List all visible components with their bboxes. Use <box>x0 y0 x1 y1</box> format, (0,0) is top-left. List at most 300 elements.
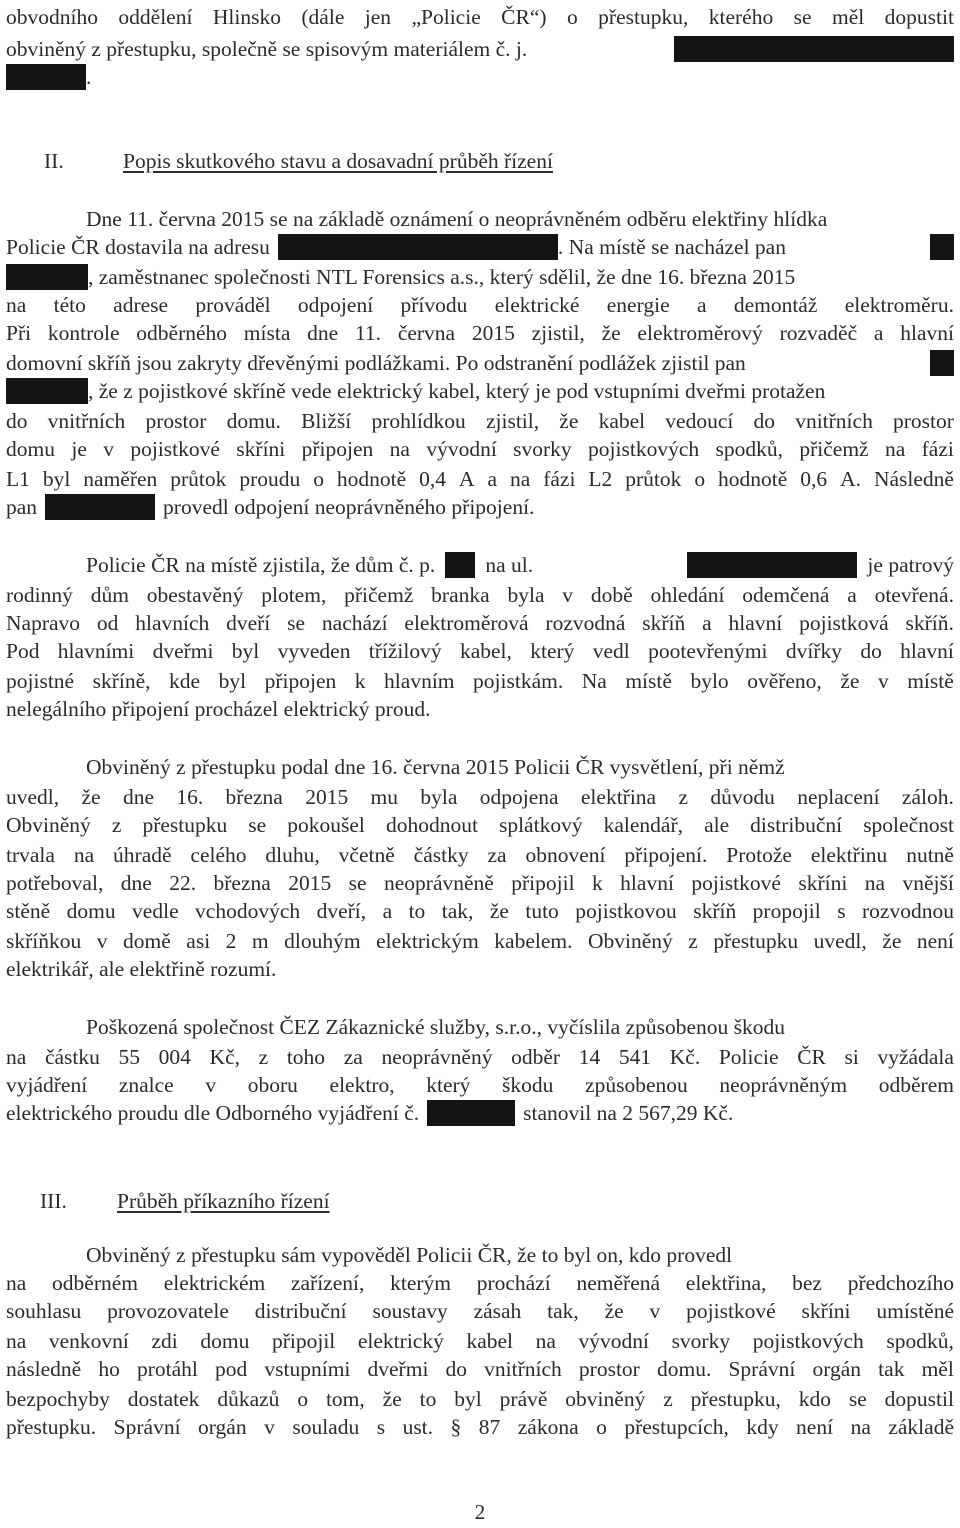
word: skříni <box>801 1299 851 1323</box>
word: měl <box>921 1357 954 1381</box>
word: plotem, <box>261 583 327 607</box>
word: provozovatele <box>107 1299 229 1323</box>
word: 22. <box>169 871 197 895</box>
word: není <box>916 929 954 953</box>
word: Následně <box>873 467 954 491</box>
word: že <box>81 785 101 809</box>
word: bez <box>792 1271 822 1295</box>
word: elektrický <box>357 1329 444 1353</box>
text-line <box>6 926 954 956</box>
word: spodků, <box>886 1329 954 1353</box>
redaction-block <box>45 494 155 520</box>
word: března <box>213 871 271 895</box>
word: připojení. <box>624 843 708 867</box>
word: distribuční <box>750 813 843 837</box>
word: neoprávněný <box>381 1045 493 1069</box>
word: pojistkové <box>686 1299 776 1323</box>
text-line <box>6 2 954 32</box>
word: 541 <box>618 1045 652 1069</box>
word: úhradě <box>113 843 172 867</box>
word: energie <box>606 293 670 317</box>
word: přestupku, <box>690 1387 781 1411</box>
word: na <box>884 437 906 461</box>
word: prováděl <box>195 293 271 317</box>
word: trvala <box>6 843 55 867</box>
word: dohodnout <box>385 813 478 837</box>
word: dveří <box>226 611 271 635</box>
word: době <box>590 583 633 607</box>
word: dlouhým <box>284 929 361 953</box>
word: prostor <box>893 409 954 433</box>
word: kdo <box>798 1387 831 1411</box>
text-segment: . Na místě se nacházel pan <box>557 235 786 259</box>
word: neoprávněným <box>719 1073 848 1097</box>
word: dopustil <box>884 1387 954 1411</box>
word: za <box>343 1045 363 1069</box>
word: 16. <box>176 785 204 809</box>
word: že <box>604 1299 624 1323</box>
word: Na <box>581 669 607 693</box>
text-line <box>6 34 954 64</box>
word: vchodových <box>195 899 301 923</box>
word: se <box>848 1387 867 1411</box>
text-segment: Obviněný z přestupku sám vypověděl Policii ČR, že to byl on, kdo provedl <box>86 1243 733 1267</box>
text-segment: , že z pojistkové skříně vede elektrický kabel, který je pod vstupními dveřmi protažen <box>88 379 826 403</box>
word: ověřeno, <box>747 669 822 693</box>
redaction-block <box>930 234 954 260</box>
word: o <box>566 5 578 29</box>
text-line <box>6 1296 954 1326</box>
text-segment: Policie ČR dostavila na adresu <box>6 235 270 259</box>
word: do <box>6 409 28 433</box>
word: elektrické <box>494 293 580 317</box>
word: ohledání <box>650 583 725 607</box>
word: zákona <box>517 1415 579 1439</box>
text-line <box>6 1412 954 1442</box>
word: skříni <box>798 871 848 895</box>
word: kdy <box>746 1415 779 1439</box>
word: základě <box>888 1415 954 1439</box>
text-segment: Obviněný z přestupku podal dne 16. června 2015 Policii ČR vysvětlení, při němž <box>86 755 785 779</box>
word: demontáž <box>733 293 818 317</box>
word: soustavy <box>372 1299 448 1323</box>
word: distribuční <box>254 1299 347 1323</box>
word: zařízení, <box>290 1271 365 1295</box>
word: bylo <box>690 669 729 693</box>
word: neplacení <box>797 785 880 809</box>
text-line <box>6 954 954 984</box>
word: hlavním <box>384 669 455 693</box>
text-line <box>6 464 954 494</box>
word: elektro, <box>329 1073 395 1097</box>
word: kabel <box>466 1329 513 1353</box>
word: 2015 <box>305 785 349 809</box>
word: se <box>248 813 267 837</box>
redaction-block <box>687 552 857 578</box>
word: nachází <box>321 611 388 635</box>
word: venkovní <box>48 1329 129 1353</box>
word: pojistkové <box>130 437 220 461</box>
word: rodinný <box>6 583 73 607</box>
word: asi <box>186 929 211 953</box>
word: odemčená <box>742 583 830 607</box>
word: celého <box>190 843 247 867</box>
word: prohlídkou <box>371 409 466 433</box>
word: kabel <box>598 409 646 433</box>
text-line <box>6 232 954 262</box>
word: se <box>793 5 812 29</box>
word: zdi <box>151 1329 178 1353</box>
word: 2015 <box>288 871 332 895</box>
word: za <box>487 843 507 867</box>
word: vnitřních <box>47 409 126 433</box>
word: zásah <box>473 1299 522 1323</box>
word: do <box>445 1357 468 1381</box>
word: to <box>408 899 426 923</box>
word: z <box>678 785 688 809</box>
word: přívodu <box>400 293 468 317</box>
word: na <box>509 467 531 491</box>
word: vnitřních <box>795 409 873 433</box>
word: ČR <box>797 1045 826 1069</box>
word: svorky <box>513 437 572 461</box>
word: elektrickým <box>376 929 479 953</box>
text-line <box>6 1098 954 1128</box>
text-line <box>6 550 954 580</box>
redaction-block <box>6 64 86 90</box>
word: vnější <box>902 871 954 895</box>
word: a <box>487 467 498 491</box>
word: prochází <box>476 1271 551 1295</box>
text-line <box>6 782 954 812</box>
word: obestavěný <box>146 583 244 607</box>
word: A. <box>840 467 861 491</box>
word: dostatek <box>127 1387 200 1411</box>
word: o <box>297 1387 309 1411</box>
word: „Policie <box>411 5 481 29</box>
word: § <box>450 1415 462 1439</box>
word: měl <box>831 5 865 29</box>
word: této <box>53 293 86 317</box>
word: vstupními <box>264 1357 351 1381</box>
word: třížilový <box>368 639 442 663</box>
word: o <box>694 467 706 491</box>
word: bezpochyby <box>6 1387 110 1411</box>
word: souladu <box>292 1415 360 1439</box>
word: fázi <box>921 437 954 461</box>
word: na <box>850 1415 871 1439</box>
word: důvodu <box>710 785 775 809</box>
word: přestupku, <box>598 5 689 29</box>
word: na <box>864 871 886 895</box>
word: kabel, <box>459 639 512 663</box>
word: je <box>71 437 87 461</box>
word: proudu <box>239 467 301 491</box>
text-line <box>6 694 954 724</box>
text-line <box>6 636 954 666</box>
word: obnovení <box>525 843 606 867</box>
word: v <box>562 583 574 607</box>
word: hlavní <box>728 611 783 635</box>
redaction-block <box>930 350 954 376</box>
word: spodků, <box>715 437 783 461</box>
word: v <box>264 1415 275 1439</box>
word: se <box>348 871 367 895</box>
word: elektrickém <box>163 1271 266 1295</box>
word: že <box>559 409 579 433</box>
word: elektřina, <box>685 1271 767 1295</box>
word: z <box>663 1387 673 1411</box>
word: Obviněný <box>588 929 673 953</box>
word: L1 <box>6 467 30 491</box>
word: na <box>389 437 410 461</box>
text-segment: stanovil na 2 567,29 Kč. <box>523 1101 734 1125</box>
word: 2015 <box>471 321 515 345</box>
redaction-block <box>6 264 88 290</box>
word: v <box>96 929 108 953</box>
word: dveří, <box>316 899 367 923</box>
word: následně <box>6 1357 82 1381</box>
text-line <box>6 434 954 464</box>
word: tak <box>878 1357 905 1381</box>
text-line <box>6 376 954 406</box>
word: s <box>376 1415 386 1439</box>
word: dne <box>122 785 154 809</box>
text-line <box>6 1384 954 1414</box>
word: odběrem <box>878 1073 954 1097</box>
word: předchozího <box>847 1271 954 1295</box>
word: a <box>702 611 712 635</box>
word: byl <box>42 467 71 491</box>
word: prostor <box>145 409 207 433</box>
word: otevřená. <box>874 583 954 607</box>
text-segment: elektrikář, ale elektřině rozumí. <box>6 957 277 981</box>
word: Kč. <box>669 1045 701 1069</box>
text-segment: , zaměstnanec společnosti NTL Forensics a.s., který sdělil, že dne 16. března 2015 <box>88 265 796 289</box>
word: elektroměrová <box>404 611 529 635</box>
text-line <box>6 348 954 378</box>
word: prostor <box>578 1357 640 1381</box>
word: domu <box>200 1329 250 1353</box>
word: Hlinsko <box>212 5 281 29</box>
word: zjistil, <box>531 321 585 345</box>
section-number: II. <box>44 149 64 173</box>
word: vedl <box>592 639 630 663</box>
word: skříně, <box>92 669 151 693</box>
word: dveřmi <box>367 1357 429 1381</box>
word: branka <box>431 583 490 607</box>
word: který <box>530 639 575 663</box>
word: pojistkovou <box>575 899 677 923</box>
word: neoprávněně <box>384 871 494 895</box>
word: Při <box>6 321 32 345</box>
word: adrese <box>113 293 169 317</box>
word: skříň. <box>905 611 954 635</box>
word: uvedl, <box>813 929 867 953</box>
word: domu <box>6 437 55 461</box>
word: byl <box>218 669 247 693</box>
word: svorky <box>671 1329 731 1353</box>
text-segment: Dne 11. června 2015 se na základě oznámení o neoprávněném odběru elektřiny hlídka <box>86 207 828 231</box>
word: tak, <box>547 1299 579 1323</box>
word: místě <box>625 669 672 693</box>
text-segment: domovní skříň jsou zakryty dřevěnými podlážkami. Po odstranění podlážek zjistil pan <box>6 351 746 375</box>
text-line <box>6 62 954 92</box>
text-line <box>6 1070 954 1100</box>
word: v <box>205 1073 217 1097</box>
word: do <box>753 409 776 433</box>
word: 87 <box>478 1415 501 1439</box>
word: na <box>6 1045 27 1069</box>
word: byl <box>231 639 260 663</box>
word: o <box>313 467 324 491</box>
text-segment: pan <box>6 495 38 519</box>
word: dne <box>307 321 339 345</box>
word: elektroměru. <box>844 293 954 317</box>
word: škodu <box>502 1073 554 1097</box>
redaction-block <box>427 1100 515 1126</box>
word: 11. <box>354 321 382 345</box>
word: Napravo <box>6 611 81 635</box>
word: znalce <box>118 1073 174 1097</box>
word: místě <box>907 669 954 693</box>
word: v <box>649 1299 661 1323</box>
word: 0,6 <box>800 467 828 491</box>
word: že <box>382 1387 402 1411</box>
word: Protože <box>726 843 792 867</box>
word: právě <box>499 1387 548 1411</box>
word: od <box>96 611 119 635</box>
word: a <box>382 899 393 923</box>
word: připojil <box>271 1329 336 1353</box>
text-segment: elektrického proudu dle Odborného vyjádření č. <box>6 1101 420 1125</box>
word: umístěné <box>876 1299 954 1323</box>
word: 0,4 <box>419 467 447 491</box>
word: orgán <box>198 1415 247 1439</box>
word: Bližší <box>301 409 352 433</box>
word: domu <box>66 899 116 923</box>
word: skříni <box>236 437 286 461</box>
word: přestupcích, <box>624 1415 729 1439</box>
word: stěně <box>6 899 51 923</box>
word: L2 <box>588 467 613 491</box>
word: z <box>111 813 122 837</box>
word: nutně <box>906 843 954 867</box>
word: rozvaděč <box>779 321 858 345</box>
word: společnost <box>863 813 954 837</box>
word: pojistková <box>799 611 889 635</box>
word: ale <box>704 813 730 837</box>
word: že <box>601 321 621 345</box>
word: připojen <box>264 669 337 693</box>
word: průtok <box>625 467 682 491</box>
word: který <box>426 1073 471 1097</box>
word: uvedl, <box>6 785 60 809</box>
word: ust. <box>402 1415 434 1439</box>
word: odběrného <box>136 321 228 345</box>
word: a <box>696 293 707 317</box>
word: 004 <box>158 1045 191 1069</box>
word: pokoušel <box>287 813 365 837</box>
word: pojistkových <box>588 437 700 461</box>
text-segment: je patrový <box>867 553 954 577</box>
text-line <box>6 840 954 870</box>
word: z <box>258 1045 269 1069</box>
text-line <box>6 1240 954 1270</box>
word: Kč, <box>209 1045 240 1069</box>
page-number: 2 <box>474 1500 486 1524</box>
text-segment: nelegálního připojení procházel elektrický proud. <box>6 697 431 721</box>
word: fázi <box>543 467 576 491</box>
section-title: Průběh příkazního řízení <box>117 1189 330 1213</box>
word: odběr <box>511 1045 561 1069</box>
word: záloh. <box>901 785 954 809</box>
word: jen <box>364 5 392 29</box>
word: pod <box>215 1357 248 1381</box>
word: kabelem. <box>494 929 573 953</box>
word: vnitřních <box>484 1357 562 1381</box>
word: tom, <box>325 1387 365 1411</box>
word: pootevřenými <box>648 639 768 663</box>
word: neměřená <box>576 1271 661 1295</box>
word: hodnotě <box>336 467 407 491</box>
word: přestupku. <box>6 1415 97 1439</box>
word: kterým <box>390 1271 451 1295</box>
word: že <box>840 669 860 693</box>
word: že <box>882 929 902 953</box>
word: s <box>837 899 846 923</box>
word: hlavní <box>900 639 954 663</box>
word: elektroměrový <box>637 321 763 345</box>
redaction-block <box>445 552 475 578</box>
word: způsobenou <box>585 1073 688 1097</box>
word: odběrném <box>52 1271 138 1295</box>
word: hlavní <box>620 871 674 895</box>
text-line <box>6 290 954 320</box>
word: vyjádření <box>6 1073 88 1097</box>
word: kde <box>169 669 201 693</box>
word: vedoucí <box>665 409 734 433</box>
text-segment: na ul. <box>485 553 534 577</box>
text-line <box>6 406 954 436</box>
text-line <box>6 1268 954 1298</box>
text-line <box>6 608 954 638</box>
word: kalendář, <box>603 813 684 837</box>
word: domu. <box>656 1357 712 1381</box>
word: protáhl <box>136 1357 198 1381</box>
word: částky <box>413 843 469 867</box>
word: hlavní <box>900 321 954 345</box>
word: Správní <box>113 1415 181 1439</box>
word: částku <box>44 1045 100 1069</box>
word: mu <box>370 785 399 809</box>
word: místa <box>243 321 291 345</box>
word: zjistil, <box>485 409 540 433</box>
word: června <box>397 321 456 345</box>
text-line <box>6 1042 954 1072</box>
word: přičemž <box>799 437 869 461</box>
word: do <box>860 639 882 663</box>
word: oboru <box>247 1073 298 1097</box>
word: rozvodná <box>545 611 626 635</box>
word: dvířky <box>785 639 842 663</box>
word: kterého <box>708 5 774 29</box>
word: pojistkových <box>752 1329 864 1353</box>
word: v <box>877 669 889 693</box>
word: Správní <box>728 1357 796 1381</box>
word: tak, <box>441 899 474 923</box>
word: na <box>6 1271 27 1295</box>
